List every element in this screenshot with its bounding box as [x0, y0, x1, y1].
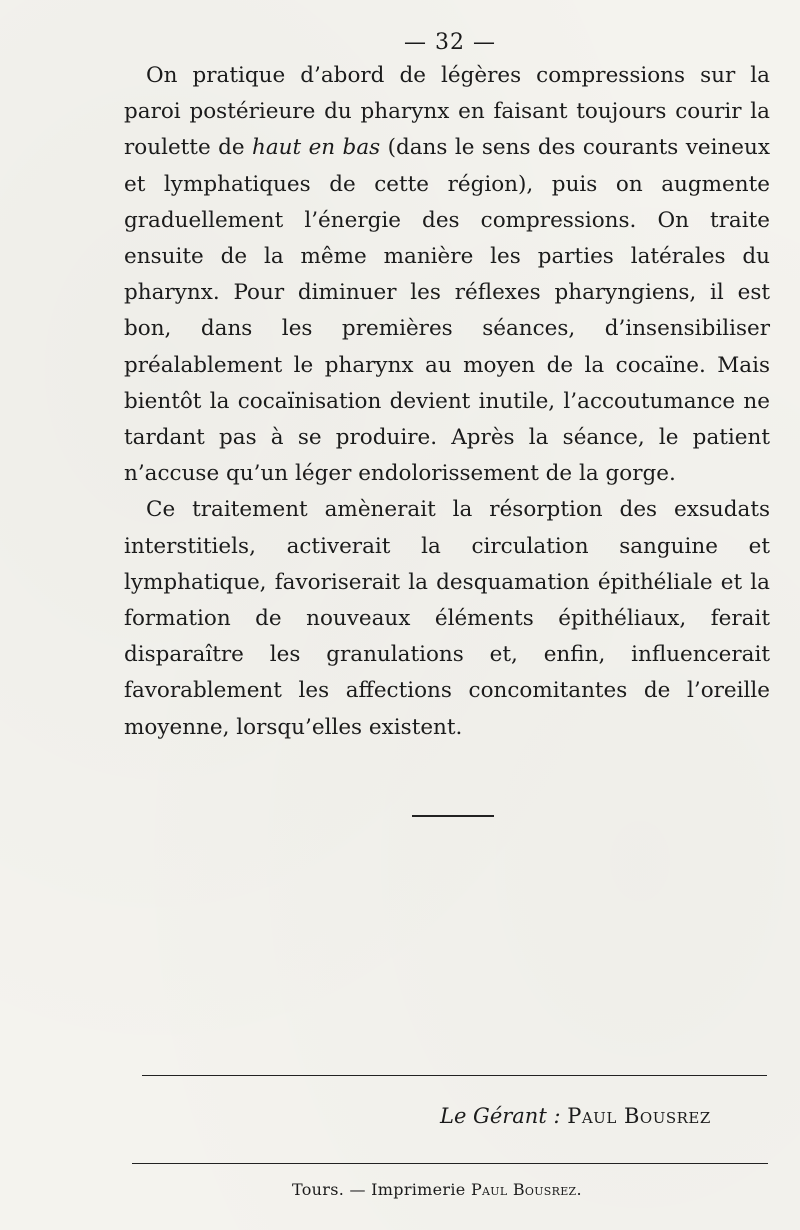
- printer-prefix: Tours. — Imprimerie: [292, 1180, 466, 1199]
- body-text: [124, 58, 770, 746]
- gerant-name: Paul Bousrez: [567, 1104, 711, 1128]
- footer-rule-top: [142, 1075, 767, 1076]
- paragraph-1-end: (dans le sens des courants veineux et lymphatiques de cette région), puis on augmente graduellement l’énergie des compressions. On traite ensuite de la même manière les parties latérales du pharynx. Pour diminuer les réflexes pharyngiens, il est bon, dans les premières séances, d’insensibiliser préalablement le pharynx au moyen de la cocaïne. Mais bientôt la cocaïnisation devient inutile, l’accoutumance ne tardant pas à se produire. Après la séance, le patient n’accuse qu’un léger endolorissement de la gorge.: [124, 135, 770, 487]
- footer-rule-bottom: [132, 1163, 768, 1164]
- paragraph-1: [124, 58, 770, 492]
- printer-line: [292, 1180, 582, 1199]
- paragraph-2: Ce traitement amènerait la résorption des exsudats interstitiels, activerait la circulation sanguine et lymphatique, favoriserait la desquamation épithéliale et la formation de nouveaux éléments épithéliaux, ferait disparaître les granulations et, enfin, influencerait favorablement les affections concomitantes de l’oreille moyenne, lorsqu’elles existent.: [124, 497, 770, 740]
- gerant-line: [440, 1104, 711, 1128]
- section-divider: [412, 815, 494, 817]
- paragraph-1-italic: haut en bas: [252, 135, 381, 161]
- printer-name: Paul Bousrez.: [470, 1180, 582, 1199]
- gerant-label: Le Gérant :: [440, 1104, 561, 1128]
- paragraph-1-start: On pratique d’abord de légères compressions sur la paroi postérieure du pharynx en faisant toujours courir la roulette de: [124, 63, 770, 161]
- page-number: — 32 —: [404, 30, 496, 55]
